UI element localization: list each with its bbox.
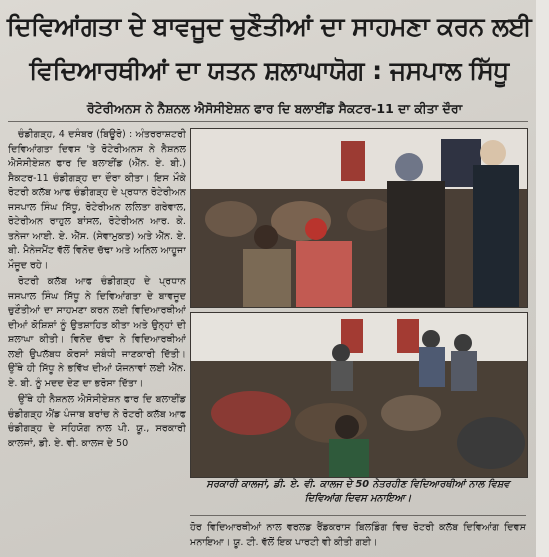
news-photo-greeting bbox=[190, 128, 528, 308]
photo-2-scene bbox=[191, 313, 527, 477]
article-continuation: ਹੋਰ ਵਿਦਿਆਰਥੀਆਂ ਨਾਲ ਵਰਲਡ ਰੈਂਡਕਰਾਸ ਬਿਲਡਿੰਗ ਵਿਚ ਰੋਟਰੀ ਕਲੱਬ ਦਿਵਿਆਂਗ ਦਿਵਸ ਮਨਾਇਆ। ਯੂ. ਟੀ. ਵੱਲੋਂ ਇਕ ਪਾਰਟੀ ਵੀ ਕੀਤੀ ਗਈ। bbox=[190, 522, 526, 548]
body-paragraph: ਚੰਡੀਗੜ੍ਹ, 4 ਦਸੰਬਰ (ਬਿਊਰੋ) : ਅੰਤਰਰਾਸ਼ਟਰੀ ਦਿਵਿਆਂਗਤਾ ਦਿਵਸ 'ਤੇ ਰੋਟੇਰੀਅਨਸ ਨੇ ਨੈਸ਼ਨਲ ਐਸੋਸੀਏਸ਼ਨ ਫਾਰ ਦਿ ਬਲਾਈਂਡ (ਐੱਨ. ਏ. ਬੀ.) ਸੈਕਟਰ-11 ਚੰਡੀਗੜ੍ਹ ਦਾ ਦੌਰਾ ਕੀਤਾ। ਇਸ ਮੌਕੇ ਰੋਟਰੀ ਕਲੱਬ ਆਫ ਚੰਡੀਗੜ੍ਹ ਦੇ ਪ੍ਰਧਾਨ ਰੋਟੇਰੀਅਨ ਜਸਪਾਲ ਸਿੰਘ ਸਿੱਧੂ, ਰੋਟੇਰੀਅਨ ਲਲਿਤਾ ਗਰੇਵਾਲ, ਰੋਟੇਰੀਅਨ ਰਾਹੁਲ ਬਾਂਸਲ, ਰੋਟੇਰੀਅਨ ਆਰ. ਕੇ. ਤਨੇਜਾ ਆਈ. ਏ. ਐੱਸ. (ਸੇਵਾਮੁਕਤ) ਅਤੇ ਐੱਨ. ਏ. ਬੀ. ਮੈਨੇਜਮੈਂਟ ਵੱਲੋਂ ਵਿਨੋਦ ਚੱਢਾ ਅਤੇ ਅਨਿਲ ਆਹੂਜਾ ਮੌਜੂਦ ਰਹੇ। bbox=[8, 129, 186, 271]
headline-line-2: ਵਿਦਿਆਰਥੀਆਂ ਦਾ ਯਤਨ ਸ਼ਲਾਘਾਯੋਗ : ਜਸਪਾਲ ਸਿੱਧੂ bbox=[29, 56, 509, 85]
divider bbox=[8, 121, 528, 122]
photo-1-scene bbox=[191, 129, 527, 307]
photo-caption: ਸਰਕਾਰੀ ਕਾਲਜਾਂ, ਡੀ. ਏ. ਵੀ. ਕਾਲਜ ਦੇ 50 ਨੇਤਰਹੀਣ ਵਿਦਿਆਰਥੀਆਂ ਨਾਲ ਵਿਸ਼ਵ ਦਿਵਿਆਂਗ ਦਿਵਸ ਮਨਾਇਆ। bbox=[206, 479, 510, 504]
body-paragraph: ਉੱਥੇ ਹੀ ਨੈਸ਼ਨਲ ਐਸੋਸੀਏਸ਼ਨ ਫਾਰ ਦਿ ਬਲਾਈਂਡ ਚੰਡੀਗੜ੍ਹ ਐਂਡ ਪੰਜਾਬ ਬਰਾਂਚ ਨੇ ਰੋਟਰੀ ਕਲੱਬ ਆਫ ਚੰਡੀਗੜ੍ਹ ਦੇ ਸਹਿਯੋਗ ਨਾਲ ਪੀ. ਯੂ., ਸਰਕਾਰੀ ਕਾਲਜਾਂ, ਡੀ. ਏ. ਵੀ. ਕਾਲਜ ਦੇ 50 bbox=[8, 394, 186, 449]
caption-divider bbox=[190, 515, 526, 516]
body-paragraph: ਰੋਟਰੀ ਕਲੱਬ ਆਫ ਚੰਡੀਗੜ੍ਹ ਦੇ ਪ੍ਰਧਾਨ ਜਸਪਾਲ ਸਿੰਘ ਸਿੱਧੂ ਨੇ ਦਿਵਿਆਂਗਤਾ ਦੇ ਬਾਵਜੂਦ ਚੁਣੌਤੀਆਂ ਦਾ ਸਾਹਮਣਾ ਕਰਨ ਲਈ ਵਿਦਿਆਰਥੀਆਂ ਦੀਆਂ ਕੋਸ਼ਿਸ਼ਾਂ ਨੂੰ ਉਤਸ਼ਾਹਿਤ ਕੀਤਾ ਅਤੇ ਉਨ੍ਹਾਂ ਦੀ ਸ਼ਲਾਘਾ ਕੀਤੀ। ਵਿਨੋਦ ਚੱਢਾ ਨੇ ਵਿਦਿਆਰਥੀਆਂ ਲਈ ਉਪਲੱਬਧ ਕੋਰਸਾਂ ਸਬੰਧੀ ਜਾਣਕਾਰੀ ਦਿੱਤੀ। ਉੱਥੇ ਹੀ ਸਿੱਧੂ ਨੇ ਭਵਿੱਖ ਦੀਆਂ ਯੋਜਨਾਵਾਂ ਲਈ ਐੱਨ. ਏ. ਬੀ. ਨੂੰ ਮਦਦ ਦੇਣ ਦਾ ਭਰੋਸਾ ਦਿੱਤਾ। bbox=[8, 276, 186, 389]
article-body-column bbox=[8, 128, 186, 553]
headline-line-1: ਦਿਵਿਆਂਗਤਾ ਦੇ ਬਾਵਜੂਦ ਚੁਣੌਤੀਆਂ ਦਾ ਸਾਹਮਣਾ ਕਰਨ ਲਈ bbox=[6, 12, 532, 41]
adjacent-page-edge bbox=[536, 0, 549, 557]
subheadline: ਰੋਟੇਰੀਅਨਸ ਨੇ ਨੈਸ਼ਨਲ ਐਸੋਸੀਏਸ਼ਨ ਫਾਰ ਦਿ ਬਲਾਈਂਡ ਸੈਕਟਰ-11 ਦਾ ਕੀਤਾ ਦੌਰਾ bbox=[86, 101, 463, 116]
news-photo-classroom bbox=[190, 312, 528, 478]
